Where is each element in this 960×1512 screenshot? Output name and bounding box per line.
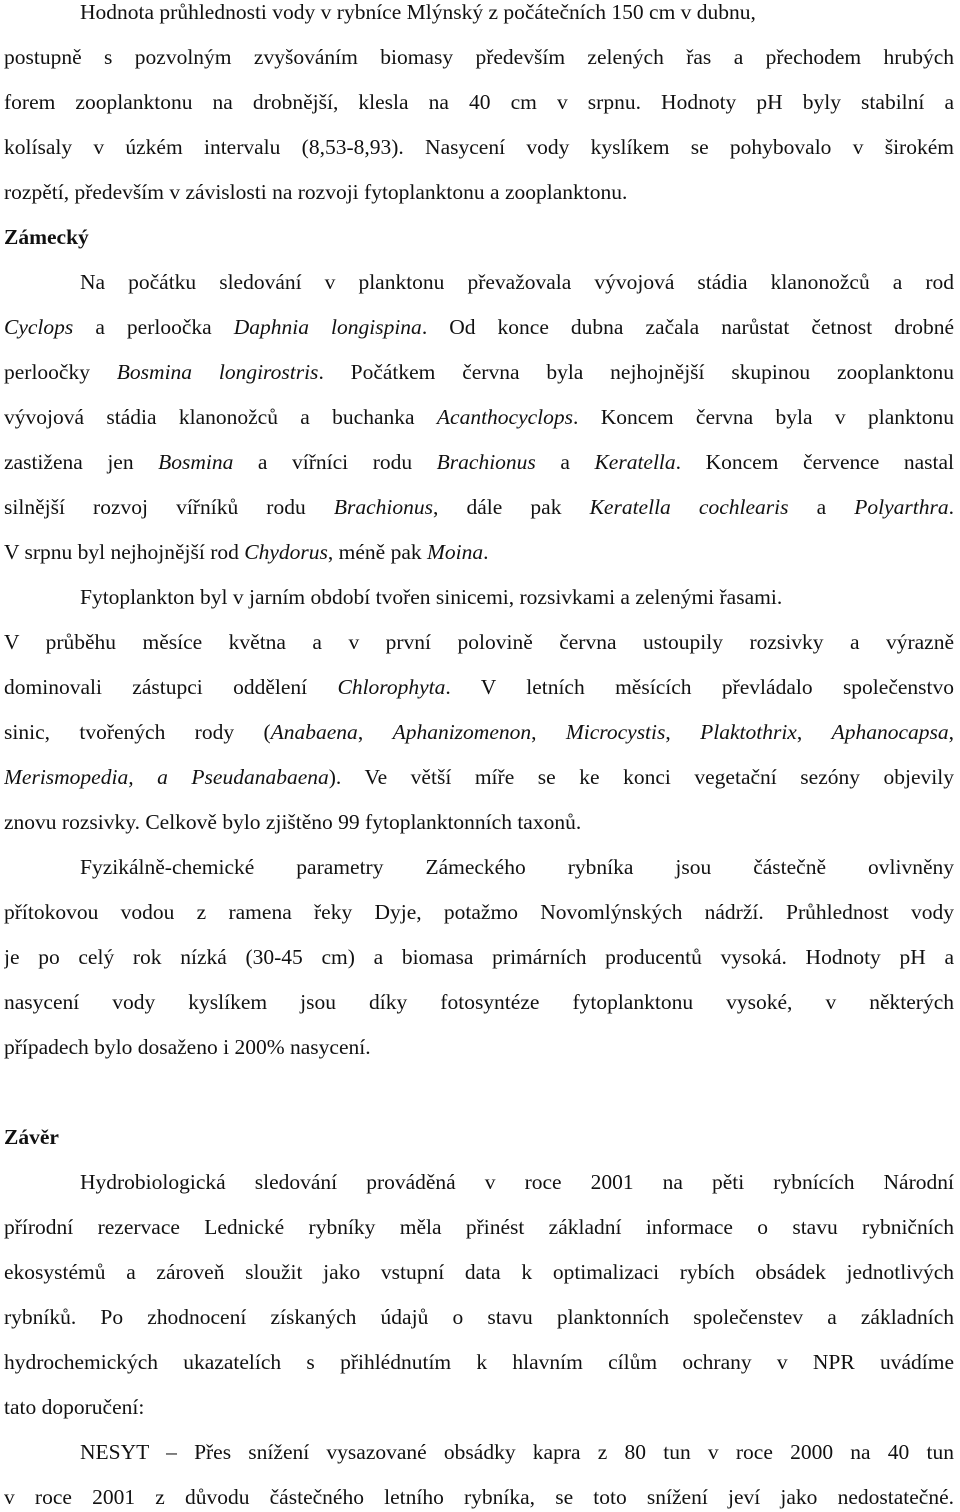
text-line: Hodnota průhlednosti vody v rybníce Mlýnský z počátečních 150 cm v dubnu, (80, 0, 756, 24)
text-line: nasycení vody kyslíkem jsou díky fotosyntéze fytoplanktonu vysoké, v některých (4, 990, 954, 1014)
text-line: Fyzikálně-chemické parametry Zámeckého rybníka jsou částečně ovlivněny (80, 855, 954, 879)
text-line: přírodní rezervace Lednické rybníky měla přinést základní informace o stavu rybničních (4, 1215, 954, 1239)
text-line: Cyclops a perloočka Daphnia longispina. Od konce dubna začala narůstat četnost drobné (4, 315, 954, 339)
text-line: Hydrobiologická sledování prováděná v roce 2001 na pěti rybnících Národní (80, 1170, 954, 1194)
text-line: rozpětí, především v závislosti na rozvoji fytoplanktonu a zooplanktonu. (4, 180, 628, 204)
text-line: perloočky Bosmina longirostris. Počátkem června byla nejhojnější skupinou zooplanktonu (4, 360, 954, 384)
text-line: Na počátku sledování v planktonu převažovala vývojová stádia klanonožců a rod (80, 270, 954, 294)
text-line: kolísaly v úzkém intervalu (8,53-8,93). Nasycení vody kyslíkem se pohybovalo v širokém (4, 135, 954, 159)
text-line: rybníků. Po zhodnocení získaných údajů o stavu planktonních společenstev a základních (4, 1305, 954, 1329)
section-heading-zamecky: Zámecký (4, 225, 89, 249)
text-line: sinic, tvořených rody (Anabaena, Aphanizomenon, Microcystis, Plaktothrix, Aphanocapsa, (4, 720, 954, 744)
text-line: tato doporučení: (4, 1395, 145, 1419)
text-line: ekosystémů a zároveň sloužit jako vstupní data k optimalizaci rybích obsádek jednotlivých (4, 1260, 954, 1284)
text-line: silnější rozvoj vířníků rodu Brachionus, dále pak Keratella cochlearis a Polyarthra. (4, 495, 954, 519)
section-heading-zaver: Závěr (4, 1125, 59, 1149)
text-line: v roce 2001 z důvodu částečného letního rybníka, se toto snížení jeví jako nedostatečné. (4, 1485, 954, 1509)
text-line: znovu rozsivky. Celkově bylo zjištěno 99 fytoplanktonních taxonů. (4, 810, 582, 834)
text-line: dominovali zástupci oddělení Chlorophyta. V letních měsících převládalo společenstvo (4, 675, 954, 699)
text-line: zastižena jen Bosmina a vířníci rodu Brachionus a Keratella. Koncem července nastal (4, 450, 954, 474)
text-line: hydrochemických ukazatelích s přihlédnutím k hlavním cílům ochrany v NPR uvádíme (4, 1350, 954, 1374)
text-line: je po celý rok nízká (30-45 cm) a biomasa primárních producentů vysoká. Hodnoty pH a (4, 945, 954, 969)
text-line: Merismopedia, a Pseudanabaena). Ve větší míře se ke konci vegetační sezóny objevily (4, 765, 954, 789)
text-line: Fytoplankton byl v jarním období tvořen sinicemi, rozsivkami a zelenými řasami. (80, 585, 783, 609)
text-line: V srpnu byl nejhojnější rod Chydorus, méně pak Moina. (4, 540, 489, 564)
text-line: postupně s pozvolným zvyšováním biomasy především zelených řas a přechodem hrubých (4, 45, 954, 69)
text-line: NESYT – Přes snížení vysazované obsádky kapra z 80 tun v roce 2000 na 40 tun (80, 1440, 954, 1464)
text-line: vývojová stádia klanonožců a buchanka Acanthocyclops. Koncem června byla v planktonu (4, 405, 954, 429)
text-line: případech bylo dosaženo i 200% nasycení. (4, 1035, 371, 1059)
text-line: forem zooplanktonu na drobnější, klesla na 40 cm v srpnu. Hodnoty pH byly stabilní a (4, 90, 954, 114)
text-line: V průběhu měsíce května a v první polovině června ustoupily rozsivky a výrazně (4, 630, 954, 654)
text-line: přítokovou vodou z ramena řeky Dyje, potažmo Novomlýnských nádrží. Průhlednost vody (4, 900, 954, 924)
